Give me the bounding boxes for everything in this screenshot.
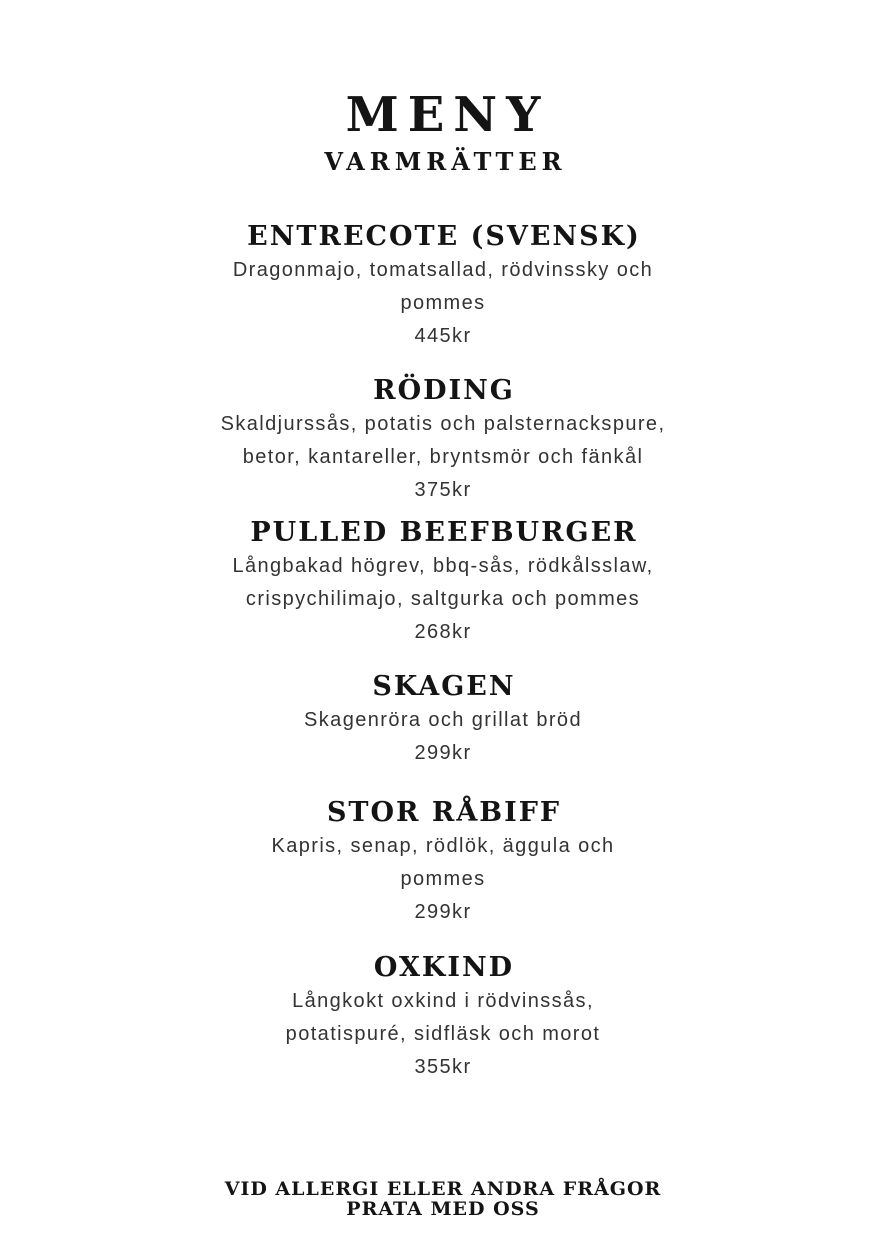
menu-item-price: 299kr bbox=[414, 901, 472, 923]
menu-item-description-line: pommes bbox=[400, 868, 486, 890]
menu-item-name: ENTRECOTE (SVENSK) bbox=[247, 221, 641, 252]
menu-item bbox=[0, 516, 886, 649]
menu-item-price: 375kr bbox=[414, 479, 472, 501]
menu-item-description-line: Långkokt oxkind i rödvinssås, bbox=[292, 990, 594, 1012]
menu-item bbox=[0, 374, 886, 507]
menu-title: MENY bbox=[345, 87, 550, 143]
menu-item-description bbox=[0, 408, 886, 474]
menu-item-price: 299kr bbox=[414, 742, 472, 764]
menu-item-description-line: Skaldjurssås, potatis och palsternackspure, bbox=[220, 413, 666, 435]
menu-item-price: 355kr bbox=[414, 1056, 472, 1078]
menu-item-description-line: Dragonmajo, tomatsallad, rödvinssky och bbox=[232, 259, 654, 281]
menu-item bbox=[0, 220, 886, 353]
menu-subtitle: VARMRÄTTER bbox=[324, 147, 567, 176]
allergy-notice-line: PRATA MED OSS bbox=[346, 1198, 540, 1220]
menu-item-description-line: Långbakad högrev, bbq-sås, rödkålsslaw, bbox=[232, 555, 654, 577]
menu-item-description-line: Skagenröra och grillat bröd bbox=[304, 709, 582, 731]
menu-item-description bbox=[0, 985, 886, 1051]
menu-item bbox=[0, 951, 886, 1084]
menu-item-price: 445kr bbox=[414, 325, 472, 347]
menu-item-description bbox=[0, 830, 886, 896]
menu-item-name: RÖDING bbox=[373, 375, 515, 406]
menu-item-description-line: pommes bbox=[400, 292, 486, 314]
menu-item-name: OXKIND bbox=[373, 952, 515, 983]
menu-item-list bbox=[0, 220, 886, 1084]
menu-item-description bbox=[0, 550, 886, 616]
menu-item-price: 268kr bbox=[414, 621, 472, 643]
allergy-notice bbox=[0, 1179, 886, 1219]
menu-item bbox=[0, 670, 886, 770]
menu-item-name: STOR RÅBIFF bbox=[326, 797, 562, 828]
menu-item-description bbox=[0, 254, 886, 320]
menu-header bbox=[0, 87, 886, 177]
allergy-notice-line: VID ALLERGI ELLER ANDRA FRÅGOR bbox=[224, 1178, 662, 1200]
menu-item-description-line: crispychilimajo, saltgurka och pommes bbox=[245, 588, 641, 610]
menu-item-description-line: Kapris, senap, rödlök, äggula och bbox=[271, 835, 615, 857]
menu-item bbox=[0, 796, 886, 929]
menu-item-description-line: betor, kantareller, bryntsmör och fänkål bbox=[242, 446, 644, 468]
menu-item-name: SKAGEN bbox=[372, 671, 516, 702]
menu-item-description-line: potatispuré, sidfläsk och morot bbox=[285, 1023, 601, 1045]
menu-item-description bbox=[0, 704, 886, 737]
menu-item-name: PULLED BEEFBURGER bbox=[250, 517, 638, 548]
